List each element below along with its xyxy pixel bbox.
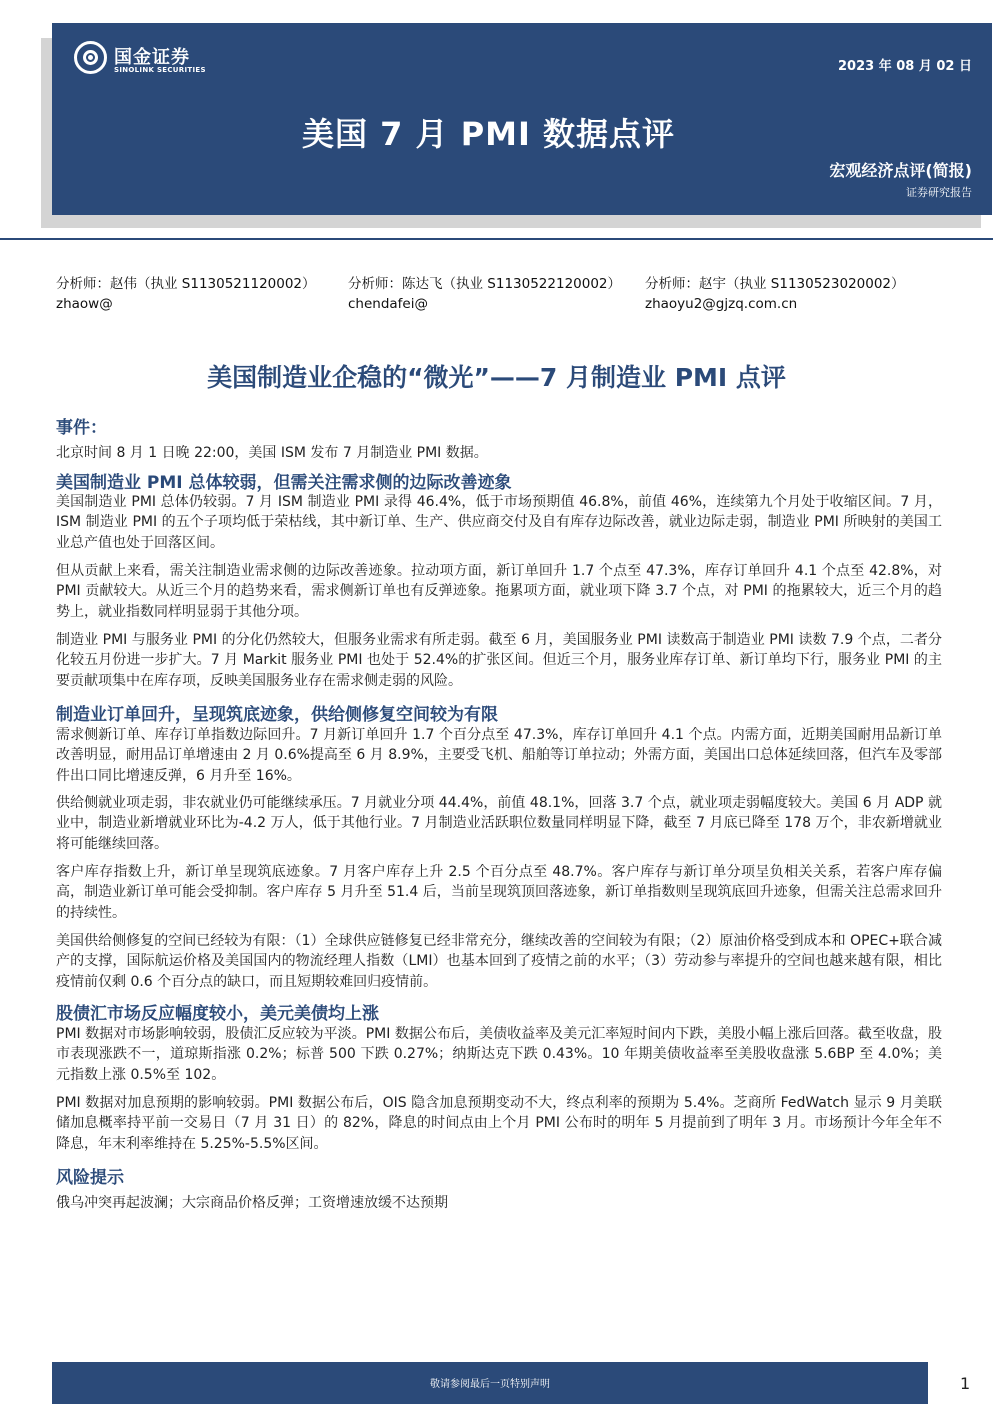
disclaimer-note: 敬请参阅最后一页特别声明 <box>430 1379 550 1390</box>
event-heading: 事件： <box>56 418 107 438</box>
analyst-email[interactable]: chendafei@ <box>348 296 428 312</box>
risk-text: 俄乌冲突再起波澜；大宗商品价格反弹；工资增速放缓不达预期 <box>56 1195 448 1211</box>
analyst-name: 分析师：陈达飞（执业 S1130522120002） <box>348 276 622 292</box>
analyst-name: 分析师：赵宇（执业 S1130523020002） <box>645 276 905 292</box>
section-heading-pmi-weak: 美国制造业 PMI 总体较弱，但需关注需求侧的边际改善迹象 <box>56 473 512 493</box>
analyst-name: 分析师：赵伟（执业 S1130521120002） <box>56 276 316 292</box>
sinolink-logo-icon <box>74 41 107 74</box>
article-title: 美国制造业企稳的“微光”——7 月制造业 PMI 点评 <box>207 363 786 392</box>
paragraph: 供给侧就业项走弱，非农就业仍可能继续承压。7 月就业分项 44.4%，前值 48.1%，回落 3.7 个点，就业项走弱幅度较大。美国 6 月 ADP 就业中，制造业新增就业环比为-4.2 万人，低于其他行业。7 月制造业活跃职位数量同样明显下降，截至 7 月底已降至 178 万个，非农新增就业将可能继续回落。 <box>56 795 942 852</box>
section-heading-orders: 制造业订单回升，呈现筑底迹象，供给侧修复空间较为有限 <box>56 705 498 725</box>
analyst-email[interactable]: zhaoyu2@gjzq.com.cn <box>645 296 798 312</box>
report-type: 宏观经济点评(简报) <box>829 161 972 180</box>
analyst-email[interactable]: zhaow@ <box>56 296 113 312</box>
brand-logo <box>74 41 224 81</box>
risk-heading: 风险提示 <box>56 1168 124 1188</box>
page-number: 1 <box>960 1374 971 1393</box>
paragraph: 客户库存指数上升，新订单呈现筑底迹象。7 月客户库存上升 2.5 个百分点至 48.7%。客户库存与新订单分项呈负相关关系，若客户库存偏高，制造业新订单可能会受抑制。客户库存 5 月升至 51.4 后，当前呈现筑顶回落迹象，新订单指数则呈现筑底回升迹象，但需关注总需求回升的持续性。 <box>56 864 942 921</box>
section-heading-markets: 股债汇市场反应幅度较小，美元美债均上涨 <box>56 1004 379 1024</box>
paragraph: PMI 数据对加息预期的影响较弱。PMI 数据公布后，OIS 隐含加息预期变动不大，终点利率的预期为 5.4%。芝商所 FedWatch 显示 9 月美联储加息概率持平前一交易日（7 月 31 日）的 82%，降息的时间点由上个月 PMI 公布时的明年 5 月提前到了明年 3 月。市场预计今年全年不降息，年末利率维持在 5.25%-5.5%区间。 <box>56 1095 942 1152</box>
paragraph: 需求侧新订单、库存订单指数边际回升。7 月新订单回升 1.7 个百分点至 47.3%，库存订单回升 4.1 个点。内需方面，近期美国耐用品新订单改善明显，耐用品订单增速由 2 月 0.6%提高至 6 月 8.9%，主要受飞机、船舶等订单拉动；外需方面，美国出口总体延续回落，但汽车及零部件出口同比增速反弹，6 月升至 16%。 <box>56 727 942 784</box>
report-subtype: 证券研究报告 <box>906 186 972 199</box>
paragraph: 但从贡献上来看，需关注制造业需求侧的边际改善迹象。拉动项方面，新订单回升 1.7 个点至 47.3%，库存订单回升 4.1 个点至 42.8%，对 PMI 贡献较大。从近三个月的趋势来看，需求侧新订单也有反弹迹象。拖累项方面，就业项下降 3.7 个点，对 PMI 的拖累较大，近三个月的趋势上，就业指数同样明显弱于其他分项。 <box>56 563 942 620</box>
event-text: 北京时间 8 月 1 日晚 22:00，美国 ISM 发布 7 月制造业 PMI 数据。 <box>56 445 488 461</box>
paragraph: 美国制造业 PMI 总体仍较弱。7 月 ISM 制造业 PMI 录得 46.4%，低于市场预期值 46.8%，前值 46%，连续第九个月处于收缩区间。7 月，ISM 制造业 PMI 的五个子项均低于荣枯线，其中新订单、生产、供应商交付及自有库存边际改善，就业边际走弱，制造业 PMI 所映射的美国工业总产值也处于回落区间。 <box>56 494 942 551</box>
paragraph: 制造业 PMI 与服务业 PMI 的分化仍然较大，但服务业需求有所走弱。截至 6 月，美国服务业 PMI 读数高于制造业 PMI 读数 7.9 个点，二者分化较五月份进一步扩大。7 月 Markit 服务业 PMI 也处于 52.4%的扩张区间。但近三个月，服务业库存订单、新订单均下行，服务业 PMI 的主要贡献项集中在库存项，反映美国服务业存在需求侧走弱的风险。 <box>56 632 942 689</box>
analyst-block-1 <box>56 274 316 314</box>
report-title: 美国 7 月 PMI 数据点评 <box>302 115 676 153</box>
paragraph: PMI 数据对市场影响较弱，股债汇反应较为平淡。PMI 数据公布后，美债收益率及美元汇率短时间内下跌，美股小幅上涨后回落。截至收盘，股市表现涨跌不一，道琼斯指涨 0.2%；标普 500 下跌 0.27%；纳斯达克下跌 0.43%。10 年期美债收益率至美股收盘涨 5.6BP 至 4.0%；美元指数上涨 0.5%至 102。 <box>56 1026 942 1083</box>
analyst-block-3 <box>645 274 905 314</box>
analyst-block-2 <box>348 274 621 314</box>
logo-english-name: SINOLINK SECURITIES <box>114 66 206 74</box>
paragraph: 美国供给侧修复的空间已经较为有限：（1）全球供应链修复已经非常充分，继续改善的空间较为有限；（2）原油价格受到成本和 OPEC+联合减产的支撑，国际航运价格及美国国内的物流经理人指数（LMI）也基本回到了疫情之前的水平；（3）劳动参与率提升的空间也越来越有限，相比疫情前仅剩 0.6 个百分点的缺口，而且短期较难回归疫情前。 <box>56 933 942 990</box>
report-header <box>52 23 992 215</box>
report-date: 2023 年 08 月 02 日 <box>838 59 972 74</box>
logo-chinese-name: 国金证券 <box>114 47 190 68</box>
header-divider <box>0 238 993 240</box>
